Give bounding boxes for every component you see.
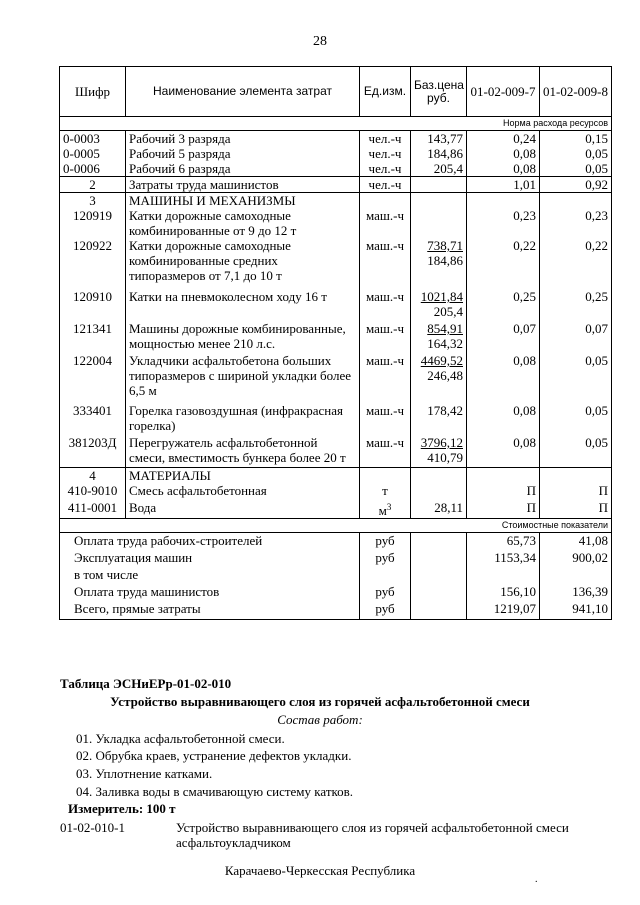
row-code: 120910	[60, 289, 126, 321]
row-v1: 0,22	[467, 238, 540, 289]
row-code: 120922	[60, 238, 126, 289]
footer-region: Карачаево-Черкесская Республика	[224, 863, 416, 878]
row-v1: 0,08	[467, 353, 540, 403]
cost-note: Стоимостные показатели	[60, 518, 612, 532]
header-code: Шифр	[60, 67, 126, 117]
row-v2: 0,07	[540, 321, 612, 353]
row-v2: 0,25	[540, 289, 612, 321]
table-title: Таблица ЭСНиЕРр-01-02-010	[60, 676, 232, 691]
cost-label: в том числе	[60, 567, 360, 584]
work-item: 01. Укладка асфальтобетонной смеси.	[76, 731, 285, 746]
row-v2: 0,92	[540, 177, 612, 193]
row-v1: 1,01	[467, 177, 540, 193]
row-code: 411-0001	[60, 500, 126, 519]
row-code: 0-0003	[60, 131, 126, 147]
cost-label: Оплата труда машинистов	[60, 584, 360, 601]
section-name: МАШИНЫ И МЕХАНИЗМЫ	[126, 193, 360, 209]
row-unit: чел.-ч	[360, 131, 411, 147]
cost-v1: 156,10	[467, 584, 540, 601]
section-code: 4	[60, 467, 126, 483]
row-unit: маш.-ч	[360, 208, 411, 238]
row-v1: 0,08	[467, 161, 540, 177]
cost-v2: 41,08	[540, 532, 612, 550]
page-number: 28	[313, 34, 327, 49]
header-col-7: 01-02-009-7	[467, 67, 540, 117]
composition-heading: Состав работ:	[277, 712, 363, 727]
row-v2: 0,05	[540, 353, 612, 403]
norm-note: Норма расхода ресурсов	[60, 117, 612, 131]
cost-unit: руб	[360, 601, 411, 619]
cost-v2: 941,10	[540, 601, 612, 619]
row-v1: 0,08	[467, 403, 540, 435]
row-v1: П	[467, 483, 540, 500]
cost-unit: руб	[360, 550, 411, 567]
row-code: 122004	[60, 353, 126, 403]
cost-v1: 1219,07	[467, 601, 540, 619]
header-price: Баз.цена руб.	[411, 67, 467, 117]
table-subtitle: Устройство выравнивающего слоя из горячей асфальтобетонной смеси	[110, 694, 530, 709]
row-name: Рабочий 5 разряда	[126, 146, 360, 161]
row-name: Смесь асфальтобетонная	[126, 483, 360, 500]
row-v2: 0,23	[540, 208, 612, 238]
row-code: 0-0006	[60, 161, 126, 177]
row-unit: маш.-ч	[360, 321, 411, 353]
scan-dot: .	[535, 874, 538, 885]
row-unit: т	[360, 483, 411, 500]
row-code: 410-9010	[60, 483, 126, 500]
row-name: Катки дорожные самоходные комбинированные средних типоразмеров от 7,1 до 10 т	[126, 238, 360, 289]
item-description: Устройство выравнивающего слоя из горячей асфальтобетонной смеси асфальтоукладчиком	[176, 820, 569, 850]
row-v2: 0,05	[540, 161, 612, 177]
cost-v1: 1153,34	[467, 550, 540, 567]
row-name: Перегружатель асфальтобетонной смеси, вместимость бункера более 20 т	[126, 435, 360, 467]
work-item: 04. Заливка воды в смачивающую систему катков.	[76, 784, 354, 799]
row-v1: 0,08	[467, 435, 540, 467]
cost-v2: 136,39	[540, 584, 612, 601]
cost-label: Всего, прямые затраты	[60, 601, 360, 619]
item-code: 01-02-010-1	[60, 820, 125, 835]
row-unit: $м^3$	[360, 500, 411, 519]
row-v1: 0,07	[467, 321, 540, 353]
row-code: 0-0005	[60, 146, 126, 161]
row-price: 28,11	[411, 500, 467, 519]
row-unit: чел.-ч	[360, 177, 411, 193]
cost-unit: руб	[360, 584, 411, 601]
row-code: 381203Д	[60, 435, 126, 467]
row-unit: маш.-ч	[360, 238, 411, 289]
row-name: Рабочий 6 разряда	[126, 161, 360, 177]
row-price: 184,86	[411, 146, 467, 161]
resource-table	[59, 66, 612, 620]
row-name: Катки дорожные самоходные комбинированные от 9 до 12 т	[126, 208, 360, 238]
cost-v1: 65,73	[467, 532, 540, 550]
row-v2: П	[540, 483, 612, 500]
row-price: 3796,12 410,79	[411, 435, 467, 467]
row-v1: 0,08	[467, 146, 540, 161]
row-code: 120919	[60, 208, 126, 238]
row-unit: маш.-ч	[360, 403, 411, 435]
row-unit: маш.-ч	[360, 289, 411, 321]
row-name: Вода	[126, 500, 360, 519]
cost-unit: руб	[360, 532, 411, 550]
meter: Измеритель: 100 т	[68, 801, 176, 816]
row-v1: 0,25	[467, 289, 540, 321]
row-unit: чел.-ч	[360, 161, 411, 177]
row-price: 854,91 164,32	[411, 321, 467, 353]
row-price: 178,42	[411, 403, 467, 435]
row-price: 205,4	[411, 161, 467, 177]
cost-label: Оплата труда рабочих-строителей	[60, 532, 360, 550]
row-v2: 0,22	[540, 238, 612, 289]
work-item: 03. Уплотнение катками.	[76, 766, 213, 781]
header-col-8: 01-02-009-8	[540, 67, 612, 117]
row-name: Рабочий 3 разряда	[126, 131, 360, 147]
section-name: МАТЕРИАЛЫ	[126, 467, 360, 483]
row-price: 143,77	[411, 131, 467, 147]
row-unit: маш.-ч	[360, 435, 411, 467]
row-name: Машины дорожные комбинированные, мощностью менее 210 л.с.	[126, 321, 360, 353]
row-code: 333401	[60, 403, 126, 435]
row-v2: 0,05	[540, 403, 612, 435]
header-name: Наименование элемента затрат	[126, 67, 360, 117]
row-price: 738,71 184,86	[411, 238, 467, 289]
row-price: 4469,52 246,48	[411, 353, 467, 403]
row-name: Горелка газовоздушная (инфракрасная горелка)	[126, 403, 360, 435]
cost-label: Эксплуатация машин	[60, 550, 360, 567]
row-v1: 0,23	[467, 208, 540, 238]
row-v2: 0,05	[540, 146, 612, 161]
row-unit: маш.-ч	[360, 353, 411, 403]
header-unit: Ед.изм.	[360, 67, 411, 117]
row-v2: 0,05	[540, 435, 612, 467]
section-name: Затраты труда машинистов	[126, 177, 360, 193]
cost-v2: 900,02	[540, 550, 612, 567]
row-unit: чел.-ч	[360, 146, 411, 161]
section-code: 2	[60, 177, 126, 193]
row-price: 1021,84 205,4	[411, 289, 467, 321]
row-v1: П	[467, 500, 540, 519]
row-v2: 0,15	[540, 131, 612, 147]
section-code: 3	[60, 193, 126, 209]
row-name: Катки на пневмоколесном ходу 16 т	[126, 289, 360, 321]
row-name: Укладчики асфальтобетона больших типоразмеров с шириной укладки более 6,5 м	[126, 353, 360, 403]
row-code: 121341	[60, 321, 126, 353]
row-v2: П	[540, 500, 612, 519]
row-v1: 0,24	[467, 131, 540, 147]
work-item: 02. Обрубка краев, устранение дефектов укладки.	[76, 748, 352, 763]
